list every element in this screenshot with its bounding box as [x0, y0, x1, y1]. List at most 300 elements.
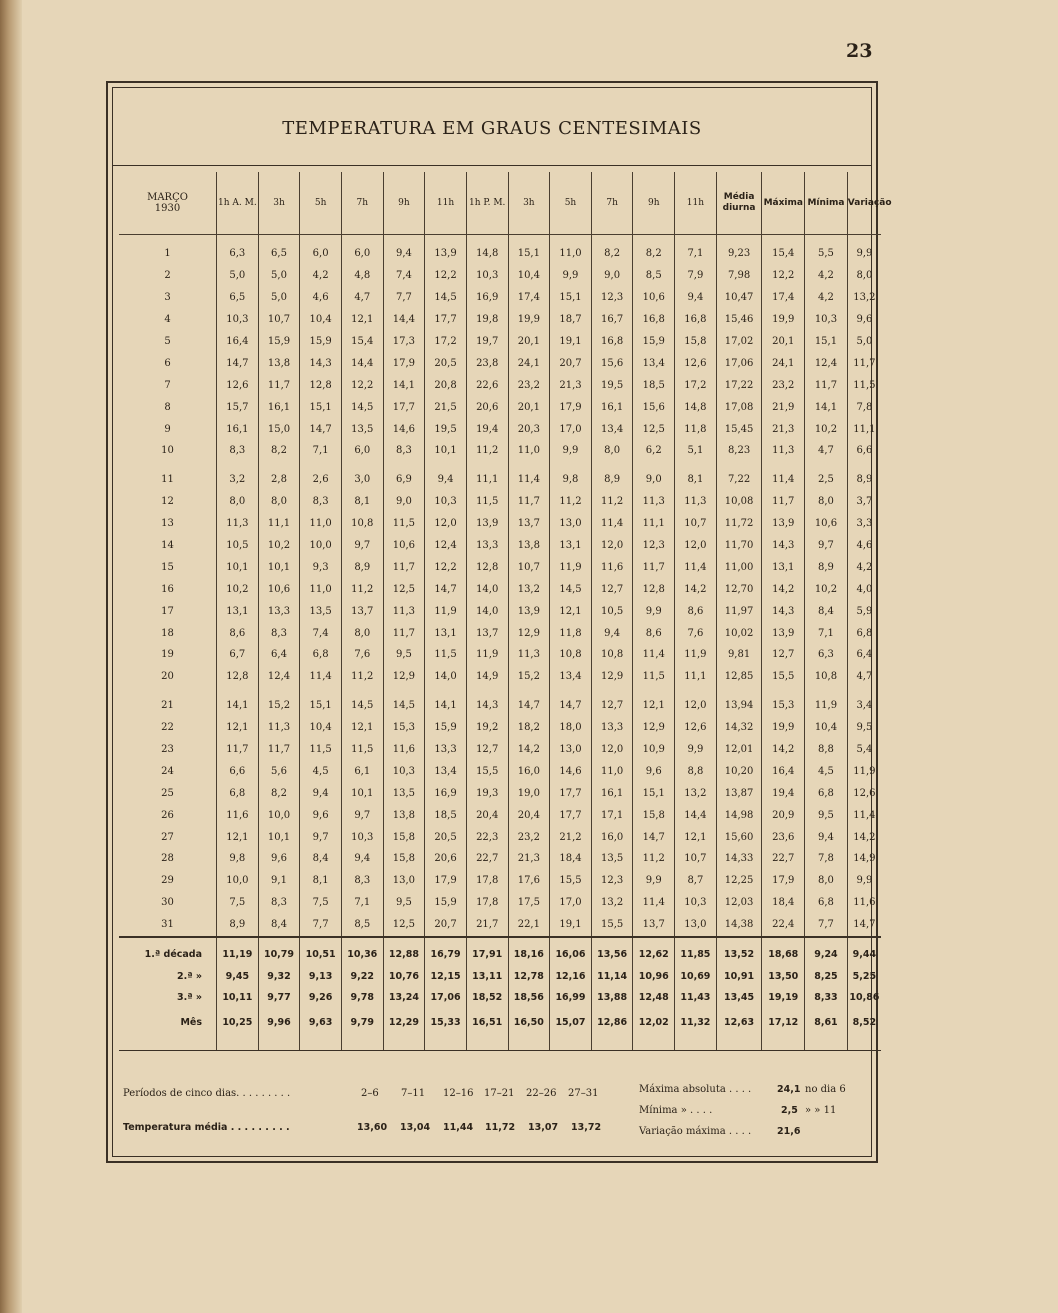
table-cell: 7,9: [675, 265, 717, 287]
summary-cell: 9,22: [341, 966, 383, 987]
summary-cell: 5,25: [847, 966, 881, 987]
table-cell: 13,1: [550, 535, 592, 557]
summary-row: [119, 937, 881, 966]
table-cell: 9,6: [633, 760, 675, 782]
table-cell: 17,7: [425, 309, 467, 331]
table-cell: 20,3: [508, 418, 550, 440]
table-row: [119, 265, 881, 287]
table-cell: 10,1: [425, 440, 467, 462]
table-cell: 21,3: [762, 418, 805, 440]
day-number: 12: [161, 496, 174, 508]
table-row: [119, 396, 881, 418]
table-cell: 19,9: [762, 309, 805, 331]
table-cell: 10,0: [300, 535, 342, 557]
table-cell: 12,7: [466, 739, 508, 761]
period-range: 22–26: [526, 1088, 557, 1099]
table-cell: 5,6: [258, 760, 300, 782]
table-cell: 13,2: [847, 287, 881, 309]
table-cell: 11,6: [591, 556, 633, 578]
table-cell: 4,6: [300, 287, 342, 309]
table-cell: 12,1: [217, 717, 259, 739]
header-col: 1h P. M.: [466, 172, 508, 235]
table-cell: 22,7: [762, 848, 805, 870]
table-cell: 10,3: [217, 309, 259, 331]
table-cell: 12,8: [300, 374, 342, 396]
table-cell: 17,7: [550, 782, 592, 804]
header-col: 3h: [258, 172, 300, 235]
table-cell: 9,3: [300, 556, 342, 578]
period-temp: 13,04: [400, 1122, 431, 1133]
table-cell: 12,1: [341, 309, 383, 331]
table-cell: 12,6: [675, 717, 717, 739]
table-cell: 9,7: [341, 804, 383, 826]
table-cell: 12,0: [591, 535, 633, 557]
summary-cell: 18,52: [466, 987, 508, 1008]
table-cell: 8,8: [805, 739, 848, 761]
table-cell: 15,6: [633, 396, 675, 418]
table-cell: 13,5: [591, 848, 633, 870]
table-cell: 10,3: [425, 491, 467, 513]
table-cell: 10,7: [258, 309, 300, 331]
summary-cell: 9,13: [300, 966, 342, 987]
table-cell: 10,02: [716, 622, 762, 644]
table-cell: 17,9: [425, 870, 467, 892]
table-cell: 7,7: [383, 287, 425, 309]
table-cell: 10,2: [805, 578, 848, 600]
table-cell: 4,7: [847, 666, 881, 688]
table-cell: 11,6: [847, 892, 881, 914]
summary-cell: 16,99: [550, 987, 592, 1008]
table-cell: 19,1: [550, 331, 592, 353]
summary-cell: 11,32: [675, 1008, 717, 1038]
period-range: 17–21: [484, 1088, 515, 1099]
max-abs-day: no dia 6: [805, 1084, 846, 1095]
day-number: 29: [161, 875, 174, 887]
summary-cell: 17,91: [466, 937, 508, 966]
table-cell: 11,3: [633, 491, 675, 513]
table-cell: 14,7: [847, 914, 881, 937]
summary-cell: 13,56: [591, 937, 633, 966]
table-cell: 21,7: [466, 914, 508, 937]
table-cell: 12,01: [716, 739, 762, 761]
summary-cell: 10,79: [258, 937, 300, 966]
table-cell: 14,5: [550, 578, 592, 600]
period-temp: 13,72: [571, 1122, 602, 1133]
table-cell: 15,2: [258, 695, 300, 717]
table-row: [119, 440, 881, 462]
table-cell: 11,3: [508, 644, 550, 666]
table-cell: 19,3: [466, 782, 508, 804]
table-row: [119, 535, 881, 557]
table-cell: 13,4: [633, 352, 675, 374]
table-cell: 13,7: [341, 600, 383, 622]
table-frame: [106, 81, 892, 1163]
table-row: [119, 644, 881, 666]
table-cell: 14,6: [550, 760, 592, 782]
table-cell: 10,47: [716, 287, 762, 309]
table-cell: 8,6: [675, 600, 717, 622]
table-cell: 16,7: [591, 309, 633, 331]
table-cell: 15,3: [762, 695, 805, 717]
table-cell: 11,6: [217, 804, 259, 826]
table-cell: 13,9: [425, 243, 467, 265]
min-abs-label: Mínima » . . . .: [639, 1105, 713, 1116]
summary-cell: 9,32: [258, 966, 300, 987]
header-col: 1h A. M.: [217, 172, 259, 235]
table-cell: 7,8: [847, 396, 881, 418]
table-cell: 22,4: [762, 914, 805, 937]
table-cell: 2,8: [258, 469, 300, 491]
table-cell: 19,9: [508, 309, 550, 331]
table-cell: 13,1: [762, 556, 805, 578]
table-cell: 14,4: [383, 309, 425, 331]
table-cell: 12,1: [675, 826, 717, 848]
table-cell: 12,5: [383, 914, 425, 937]
table-cell: 11,7: [805, 374, 848, 396]
summary-label: 2.ª »: [177, 970, 203, 982]
summary-cell: 12,63: [716, 1008, 762, 1038]
table-row: [119, 243, 881, 265]
table-cell: 17,4: [762, 287, 805, 309]
table-cell: 15,1: [300, 695, 342, 717]
summary-cell: 12,29: [383, 1008, 425, 1038]
table-cell: 6,8: [805, 782, 848, 804]
table-cell: 7,22: [716, 469, 762, 491]
table-cell: 8,7: [675, 870, 717, 892]
table-cell: 8,2: [258, 782, 300, 804]
table-cell: 11,9: [466, 644, 508, 666]
temperature-table: [119, 172, 892, 1051]
table-cell: 9,5: [383, 644, 425, 666]
table-cell: 13,0: [383, 870, 425, 892]
table-row: [119, 666, 881, 688]
table-cell: 11,4: [633, 644, 675, 666]
table-cell: 4,2: [300, 265, 342, 287]
day-number: 21: [161, 700, 174, 712]
table-cell: 7,4: [383, 265, 425, 287]
table-cell: 21,3: [508, 848, 550, 870]
table-cell: 12,0: [425, 513, 467, 535]
table-row: [119, 804, 881, 826]
table-cell: 13,5: [383, 782, 425, 804]
table-cell: 14,2: [675, 578, 717, 600]
table-cell: 8,3: [258, 892, 300, 914]
table-cell: 8,0: [847, 265, 881, 287]
table-cell: 13,4: [425, 760, 467, 782]
table-cell: 14,5: [425, 287, 467, 309]
table-cell: 10,1: [341, 782, 383, 804]
table-cell: 15,5: [550, 870, 592, 892]
summary-cell: 18,68: [762, 937, 805, 966]
table-cell: 6,3: [217, 243, 259, 265]
summary-row: [119, 966, 881, 987]
table-cell: 15,1: [633, 782, 675, 804]
summary-cell: 9,24: [805, 937, 848, 966]
table-cell: 17,2: [425, 331, 467, 353]
table-cell: 17,5: [508, 892, 550, 914]
period-range: 27–31: [568, 1088, 599, 1099]
header-col: 5h: [550, 172, 592, 235]
table-cell: 10,6: [633, 287, 675, 309]
table-cell: 20,4: [508, 804, 550, 826]
table-cell: 14,2: [762, 578, 805, 600]
table-cell: 15,1: [550, 287, 592, 309]
table-cell: 11,7: [258, 374, 300, 396]
table-cell: 5,4: [847, 739, 881, 761]
table-cell: 15,9: [258, 331, 300, 353]
table-cell: 10,6: [258, 578, 300, 600]
table-cell: 11,1: [675, 666, 717, 688]
table-cell: 9,0: [383, 491, 425, 513]
table-cell: 4,5: [805, 760, 848, 782]
table-cell: 9,4: [805, 826, 848, 848]
header-year: 1930: [154, 203, 181, 214]
table-cell: 9,7: [341, 535, 383, 557]
summary-cell: 12,15: [425, 966, 467, 987]
table-cell: 14,5: [383, 695, 425, 717]
table-row: [119, 352, 881, 374]
table-cell: 5,0: [258, 287, 300, 309]
table-cell: 13,94: [716, 695, 762, 717]
table-cell: 8,0: [591, 440, 633, 462]
table-cell: 23,2: [762, 374, 805, 396]
table-cell: 15,2: [508, 666, 550, 688]
table-row: [119, 870, 881, 892]
table-cell: 7,6: [675, 622, 717, 644]
table-cell: 15,8: [675, 331, 717, 353]
table-cell: 7,98: [716, 265, 762, 287]
summary-cell: 9,77: [258, 987, 300, 1008]
table-cell: 10,6: [805, 513, 848, 535]
table-cell: 11,0: [300, 513, 342, 535]
table-cell: 11,3: [675, 491, 717, 513]
table-cell: 14,2: [847, 826, 881, 848]
table-cell: 9,4: [383, 243, 425, 265]
table-cell: 10,7: [675, 848, 717, 870]
table-cell: 11,7: [633, 556, 675, 578]
table-cell: 9,9: [675, 739, 717, 761]
table-cell: 13,8: [508, 535, 550, 557]
day-number: 14: [161, 540, 174, 552]
table-cell: 19,5: [591, 374, 633, 396]
page-number: 23: [846, 40, 873, 62]
day-number: 16: [161, 583, 174, 595]
day-number: 20: [161, 671, 174, 683]
table-cell: 10,2: [217, 578, 259, 600]
table-cell: 14,3: [762, 535, 805, 557]
table-cell: 9,9: [633, 600, 675, 622]
table-cell: 10,4: [300, 309, 342, 331]
table-cell: 14,1: [383, 374, 425, 396]
table-cell: 14,2: [508, 739, 550, 761]
day-number: 8: [164, 401, 171, 413]
table-cell: 11,2: [591, 491, 633, 513]
table-cell: 3,3: [847, 513, 881, 535]
table-cell: 13,2: [591, 892, 633, 914]
table-cell: 11,9: [425, 600, 467, 622]
table-cell: 8,9: [847, 469, 881, 491]
table-header-row: [119, 172, 881, 235]
day-number: 22: [161, 722, 174, 734]
table-cell: 17,8: [466, 870, 508, 892]
table-cell: 11,4: [591, 513, 633, 535]
table-cell: 14,9: [466, 666, 508, 688]
row-spacer: [119, 235, 881, 244]
table-row: [119, 622, 881, 644]
table-cell: 10,8: [341, 513, 383, 535]
table-cell: 15,9: [633, 331, 675, 353]
summary-cell: 13,24: [383, 987, 425, 1008]
table-body: [119, 235, 881, 1051]
table-cell: 11,7: [258, 739, 300, 761]
table-cell: 17,1: [591, 804, 633, 826]
table-cell: 12,03: [716, 892, 762, 914]
table-cell: 7,1: [341, 892, 383, 914]
table-cell: 15,9: [425, 717, 467, 739]
table-cell: 13,3: [258, 600, 300, 622]
max-abs-label: Máxima absoluta . . . .: [639, 1084, 752, 1095]
table-frame-inner: [112, 87, 892, 1157]
table-cell: 14,38: [716, 914, 762, 937]
table-cell: 9,1: [258, 870, 300, 892]
day-number: 27: [161, 831, 174, 843]
table-cell: 20,6: [425, 848, 467, 870]
table-cell: 12,9: [508, 622, 550, 644]
table-cell: 9,6: [300, 804, 342, 826]
temperature-mean-label: Temperatura média . . . . . . . . .: [123, 1122, 290, 1133]
summary-cell: 10,96: [633, 966, 675, 987]
table-cell: 19,0: [508, 782, 550, 804]
table-cell: 11,5: [847, 374, 881, 396]
table-cell: 9,4: [341, 848, 383, 870]
table-cell: 8,3: [341, 870, 383, 892]
table-cell: 8,3: [258, 622, 300, 644]
table-cell: 11,3: [217, 513, 259, 535]
table-cell: 10,3: [466, 265, 508, 287]
table-cell: 15,1: [508, 243, 550, 265]
table-cell: 7,4: [300, 622, 342, 644]
table-cell: 6,6: [217, 760, 259, 782]
day-number: 28: [161, 853, 174, 865]
table-cell: 14,1: [425, 695, 467, 717]
summary-cell: 13,50: [762, 966, 805, 987]
table-cell: 10,8: [550, 644, 592, 666]
table-row: [119, 331, 881, 353]
table-cell: 13,3: [425, 739, 467, 761]
table-cell: 2,5: [805, 469, 848, 491]
table-cell: 13,0: [675, 914, 717, 937]
table-cell: 13,0: [550, 513, 592, 535]
table-cell: 9,9: [633, 870, 675, 892]
table-cell: 11,1: [847, 418, 881, 440]
table-cell: 14,8: [675, 396, 717, 418]
table-cell: 9,7: [805, 535, 848, 557]
table-cell: 6,1: [341, 760, 383, 782]
table-cell: 17,22: [716, 374, 762, 396]
header-col: 9h: [633, 172, 675, 235]
table-row: [119, 760, 881, 782]
table-cell: 19,8: [466, 309, 508, 331]
table-cell: 8,6: [217, 622, 259, 644]
table-cell: 21,5: [425, 396, 467, 418]
table-cell: 17,2: [675, 374, 717, 396]
table-cell: 11,7: [762, 491, 805, 513]
summary-cell: 12,86: [591, 1008, 633, 1038]
table-cell: 11,70: [716, 535, 762, 557]
table-cell: 6,3: [805, 644, 848, 666]
table-cell: 22,7: [466, 848, 508, 870]
table-cell: 13,8: [258, 352, 300, 374]
table-cell: 8,1: [300, 870, 342, 892]
table-cell: 16,1: [217, 418, 259, 440]
table-cell: 11,9: [847, 760, 881, 782]
table-cell: 9,5: [805, 804, 848, 826]
title-divider: [113, 165, 871, 166]
table-cell: 15,8: [383, 848, 425, 870]
table-cell: 15,5: [466, 760, 508, 782]
table-cell: 7,6: [341, 644, 383, 666]
table-cell: 21,3: [550, 374, 592, 396]
table-cell: 14,98: [716, 804, 762, 826]
table-cell: 12,7: [591, 578, 633, 600]
table-cell: 11,7: [508, 491, 550, 513]
table-cell: 11,3: [383, 600, 425, 622]
table-cell: 14,3: [300, 352, 342, 374]
table-cell: 11,9: [805, 695, 848, 717]
table-cell: 16,4: [762, 760, 805, 782]
table-cell: 15,46: [716, 309, 762, 331]
table-cell: 17,7: [383, 396, 425, 418]
summary-cell: 17,12: [762, 1008, 805, 1038]
table-cell: 3,0: [341, 469, 383, 491]
table-cell: 17,0: [550, 418, 592, 440]
day-number: 13: [161, 518, 174, 530]
table-cell: 8,1: [341, 491, 383, 513]
table-cell: 17,3: [383, 331, 425, 353]
table-cell: 10,0: [217, 870, 259, 892]
day-number: 2: [164, 270, 171, 282]
table-cell: 7,1: [675, 243, 717, 265]
table-cell: 12,8: [217, 666, 259, 688]
table-cell: 8,8: [675, 760, 717, 782]
table-cell: 11,2: [550, 491, 592, 513]
table-cell: 18,5: [425, 804, 467, 826]
period-range: 7–11: [401, 1088, 426, 1099]
table-cell: 13,4: [591, 418, 633, 440]
table-cell: 6,8: [805, 892, 848, 914]
table-cell: 6,0: [300, 243, 342, 265]
table-cell: 23,8: [466, 352, 508, 374]
table-cell: 9,8: [550, 469, 592, 491]
table-cell: 9,23: [716, 243, 762, 265]
table-cell: 11,6: [383, 739, 425, 761]
day-number: 10: [161, 445, 174, 457]
table-cell: 8,0: [805, 870, 848, 892]
table-cell: 15,60: [716, 826, 762, 848]
table-cell: 7,5: [217, 892, 259, 914]
summary-cell: 11,85: [675, 937, 717, 966]
table-row: [119, 287, 881, 309]
table-cell: 15,4: [341, 331, 383, 353]
table-cell: 4,7: [341, 287, 383, 309]
summary-cell: 10,86: [847, 987, 881, 1008]
table-cell: 17,9: [762, 870, 805, 892]
header-col: 7h: [591, 172, 633, 235]
header-col: 7h: [341, 172, 383, 235]
row-spacer: [119, 1038, 881, 1051]
day-number: 31: [161, 919, 174, 931]
table-row: [119, 374, 881, 396]
